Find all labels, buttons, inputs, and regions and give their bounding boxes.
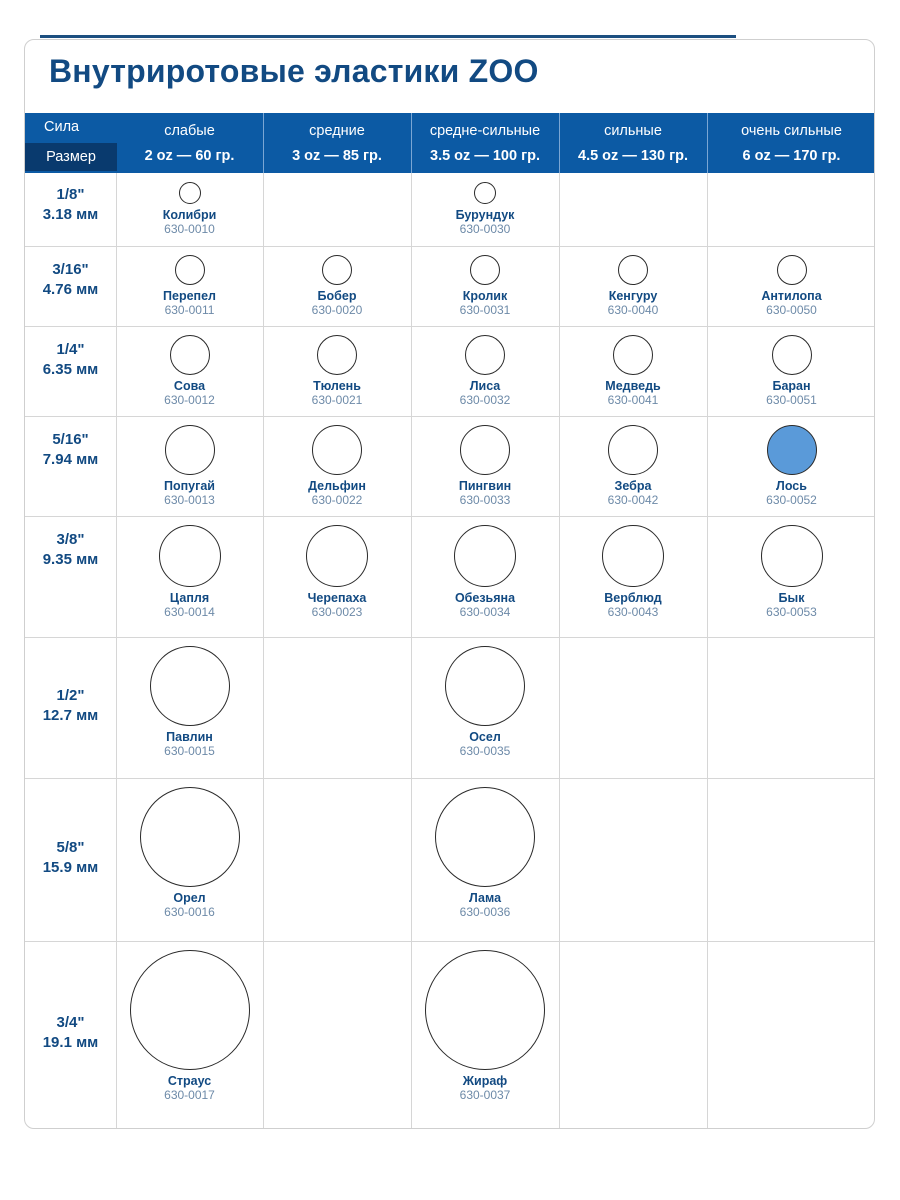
header-column [263,113,411,173]
elastic-item[interactable] [559,425,707,507]
column-divider [707,173,708,1128]
elastic-name: Бобер [317,289,357,303]
elastic-size-circle [470,255,500,285]
elastic-code: 630-0023 [311,605,363,619]
header-force-value: 6 oz — 170 гр. [742,148,841,164]
size-mm: 12.7 мм [42,707,99,724]
elastic-size-circle [613,335,653,375]
elastic-name: Перепел [163,289,216,303]
row-divider [25,326,875,327]
elastic-size-circle [465,335,505,375]
elastic-size-circle [170,335,210,375]
elastic-item[interactable] [718,255,866,317]
size-cell [25,686,116,726]
size-cell [25,430,116,470]
elastic-name: Верблюд [604,591,662,605]
size-mm: 3.18 мм [42,206,99,223]
elastic-size-circle [312,425,362,475]
elastic-name: Лама [468,891,502,905]
elastic-item[interactable] [116,787,264,919]
elastic-code: 630-0022 [311,493,363,507]
elastic-size-circle [179,182,201,204]
elastic-size-circle [317,335,357,375]
elastic-size-circle [777,255,807,285]
row-divider [25,637,875,638]
elastic-name: Попугай [164,479,215,493]
elastic-code: 630-0052 [766,493,817,507]
elastic-size-circle [772,335,812,375]
header-force-value: 4.5 oz — 130 гр. [578,148,688,164]
size-inch: 3/4" [56,1014,85,1031]
elastics-table-card [24,39,875,1129]
header-column [707,113,875,173]
size-mm: 19.1 мм [42,1034,99,1051]
elastic-item[interactable] [411,950,559,1102]
elastic-item[interactable] [718,425,866,507]
elastic-code: 630-0037 [459,1088,511,1102]
elastic-name: Пингвин [458,479,512,493]
elastic-name: Колибри [162,208,217,222]
page-title: Внутриротовые эластики ZOO [49,53,539,89]
size-mm: 9.35 мм [42,551,99,568]
elastic-code: 630-0035 [459,744,511,758]
elastic-name: Кролик [462,289,508,303]
header-separator [559,113,560,173]
header-force-category: средне-сильные [429,123,541,139]
elastic-item[interactable] [559,255,707,317]
elastic-item[interactable] [116,525,264,619]
elastic-size-circle [761,525,823,587]
title-underline [40,35,736,38]
elastic-name: Антилопа [761,289,822,303]
header-force-value: 3.5 oz — 100 гр. [430,148,540,164]
elastic-name: Жираф [462,1074,508,1088]
elastic-name: Зебра [614,479,652,493]
header-separator [707,113,708,173]
size-cell [25,185,116,225]
size-cell [25,530,116,570]
elastic-code: 630-0017 [164,1088,215,1102]
elastic-name: Цапля [169,591,210,605]
elastic-size-circle [150,646,230,726]
elastic-item[interactable] [116,255,264,317]
row-divider [25,416,875,417]
size-inch: 5/16" [52,431,89,448]
elastic-item[interactable] [718,525,866,619]
elastic-name: Павлин [166,730,213,744]
elastic-size-circle [322,255,352,285]
elastic-item[interactable] [116,646,264,758]
elastic-code: 630-0036 [459,905,511,919]
header-column [116,113,263,173]
elastic-name: Лось [776,479,807,493]
elastic-size-circle [618,255,648,285]
elastic-size-circle [425,950,545,1070]
elastic-size-circle [435,787,535,887]
elastic-size-circle [130,950,250,1070]
elastic-name: Кенгуру [608,289,658,303]
header-separator [411,113,412,173]
elastic-code: 630-0010 [164,222,215,236]
elastic-code: 630-0030 [459,222,511,236]
elastic-name: Баран [772,379,811,393]
elastic-code: 630-0031 [459,303,511,317]
header-separator [263,113,264,173]
elastic-item[interactable] [411,787,559,919]
size-cell [25,1013,116,1053]
elastic-code: 630-0020 [311,303,363,317]
elastic-size-circle [460,425,510,475]
header-column [411,113,559,173]
header-force-category: очень сильные [741,123,842,139]
elastic-size-circle [608,425,658,475]
header-force-value: 2 oz — 60 гр. [144,148,235,164]
elastic-item[interactable] [116,335,264,407]
size-inch: 5/8" [56,839,85,856]
elastic-item[interactable] [411,425,559,507]
header-column [559,113,707,173]
elastic-name: Страус [167,1074,212,1088]
elastic-size-circle [767,425,817,475]
elastic-name: Бык [778,591,805,605]
elastic-name: Бурундук [455,208,515,222]
header-force-category: слабые [164,123,215,139]
header-force-category: средние [309,123,365,139]
elastic-size-circle [454,525,516,587]
elastic-item[interactable] [263,525,411,619]
elastic-name: Тюлень [313,379,361,393]
header-force-label: Сила [44,119,80,135]
size-inch: 3/8" [56,531,85,548]
elastic-name: Лиса [469,379,501,393]
elastic-size-circle [306,525,368,587]
elastic-item[interactable] [411,525,559,619]
elastic-name: Дельфин [308,479,366,493]
elastic-code: 630-0013 [164,493,215,507]
header-size-label: Размер [25,143,117,171]
header-force-value: 3 oz — 85 гр. [292,148,382,164]
size-mm: 6.35 мм [42,361,99,378]
elastic-code: 630-0041 [607,393,659,407]
row-divider [25,941,875,942]
elastic-code: 630-0034 [459,605,511,619]
size-mm: 15.9 мм [42,859,99,876]
elastic-item[interactable] [411,182,559,236]
row-divider [25,246,875,247]
elastic-name: Осел [469,730,501,744]
size-cell [25,340,116,380]
elastic-code: 630-0021 [311,393,363,407]
size-cell [25,838,116,878]
elastic-size-circle [165,425,215,475]
elastic-item[interactable] [263,335,411,407]
elastic-item[interactable] [116,950,264,1102]
row-divider [25,516,875,517]
elastic-size-circle [140,787,240,887]
elastic-name: Обезьяна [454,591,516,605]
elastic-code: 630-0015 [164,744,215,758]
elastic-item[interactable] [559,525,707,619]
elastic-item[interactable] [411,335,559,407]
elastic-code: 630-0014 [164,605,215,619]
elastic-item[interactable] [411,646,559,758]
elastic-size-circle [602,525,664,587]
elastic-code: 630-0043 [607,605,659,619]
elastic-item[interactable] [411,255,559,317]
size-inch: 1/4" [56,341,85,358]
size-inch: 1/8" [56,186,85,203]
elastic-code: 630-0040 [607,303,659,317]
elastic-code: 630-0053 [766,605,817,619]
size-mm: 7.94 мм [42,451,99,468]
elastic-code: 630-0050 [766,303,817,317]
table-header [25,113,875,173]
elastic-item[interactable] [116,182,264,236]
elastic-code: 630-0012 [164,393,215,407]
row-divider [25,778,875,779]
size-inch: 3/16" [52,261,89,278]
elastic-name: Орел [173,891,206,905]
elastic-name: Медведь [605,379,661,393]
header-force-category: сильные [604,123,662,139]
elastic-size-circle [175,255,205,285]
elastic-name: Сова [173,379,206,393]
elastic-item[interactable] [718,335,866,407]
elastic-item[interactable] [263,425,411,507]
size-inch: 1/2" [56,687,85,704]
elastic-item[interactable] [116,425,264,507]
elastic-code: 630-0051 [766,393,817,407]
elastic-size-circle [474,182,496,204]
elastic-code: 630-0011 [164,303,215,317]
elastic-item[interactable] [559,335,707,407]
elastic-name: Черепаха [307,591,367,605]
size-cell [25,260,116,300]
elastic-code: 630-0042 [607,493,659,507]
elastic-code: 630-0016 [164,905,215,919]
elastic-code: 630-0033 [459,493,511,507]
size-mm: 4.76 мм [42,281,99,298]
elastic-item[interactable] [263,255,411,317]
elastic-size-circle [445,646,525,726]
elastic-code: 630-0032 [459,393,511,407]
elastic-size-circle [159,525,221,587]
